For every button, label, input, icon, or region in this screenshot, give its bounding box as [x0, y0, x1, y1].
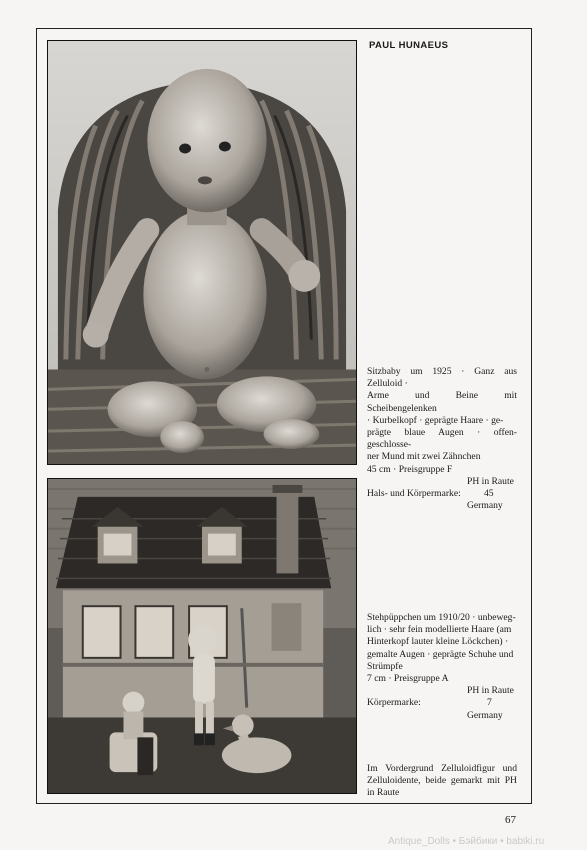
mark-label: Hals- und Körpermarke: [367, 488, 461, 500]
mark-label: Körpermarke: [367, 697, 421, 709]
watermark: Antique_Dolls • Бэйбики • babiki.ru [388, 836, 545, 847]
section-title: PAUL HUNAEUS [369, 40, 449, 51]
mark-country: Germany [467, 500, 503, 512]
caption-line: · Kurbelkopf · geprägte Haare · ge- [367, 414, 504, 426]
figure-2-note: Im Vordergrund Zelluloidfigur und Zelluloidente, beide gemarkt mit PH in Raute [367, 763, 517, 799]
caption-figure-1 [367, 366, 517, 512]
caption-line: Sitzbaby um 1925 · Ganz aus Zelluloid · [367, 366, 517, 390]
photo-dollhouse-figures [47, 478, 357, 794]
caption-figure-2 [367, 612, 517, 722]
caption-line: Arme und Beine mit Scheibengelenken [367, 390, 517, 414]
caption-line: 45 cm · Preisgruppe F [367, 463, 453, 475]
mark-text: PH in Raute [467, 475, 514, 487]
mark-text: PH in Raute [467, 685, 514, 697]
page-number: 67 [505, 814, 516, 826]
caption-line: lich · sehr fein modellierte Haare (am [367, 624, 512, 636]
mark-number: 7 [487, 697, 492, 709]
caption-line: 7 cm · Preisgruppe A [367, 673, 449, 685]
photo-sitting-baby-doll [47, 40, 357, 465]
caption-line: Hinterkopf lauter kleine Löckchen) · [367, 636, 509, 648]
mark-country: Germany [467, 709, 503, 721]
caption-line: prägte blaue Augen · offen-geschlosse- [367, 427, 517, 451]
caption-line: Stehpüppchen um 1910/20 · unbeweg- [367, 612, 516, 623]
mark-number: 45 [484, 488, 494, 500]
caption-line: ner Mund mit zwei Zähnchen [367, 451, 481, 463]
caption-line: Strümpfe [367, 660, 403, 672]
caption-line: gemalte Augen · geprägte Schuhe und [367, 648, 514, 660]
